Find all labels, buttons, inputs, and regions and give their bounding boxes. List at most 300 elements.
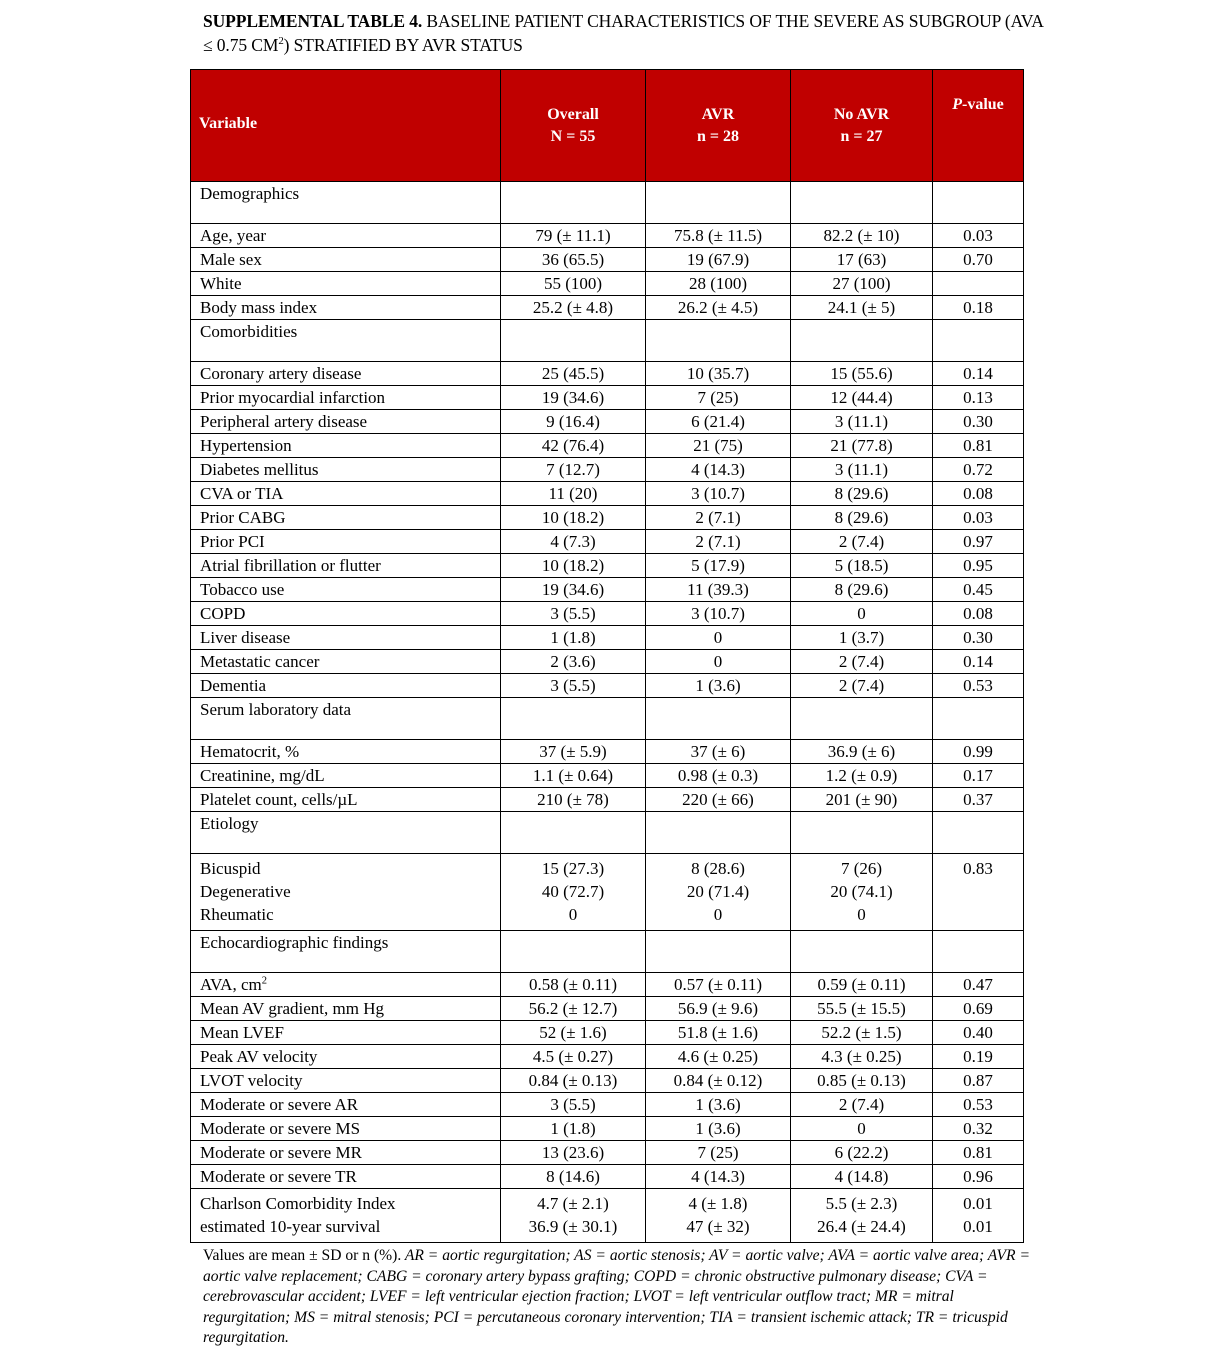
row-label — [191, 530, 501, 554]
cell-avr: 220 (± 66) — [646, 788, 791, 812]
row-label-text: Etiology — [200, 814, 259, 833]
cell-no-avr: 0.85 (± 0.13) — [791, 1069, 933, 1093]
table-row — [191, 434, 1024, 458]
cell-overall: 0.84 (± 0.13) — [501, 1069, 646, 1093]
row-label — [191, 854, 501, 931]
cell-p-value: 0.69 — [933, 997, 1024, 1021]
cell-p-value: 0.13 — [933, 386, 1024, 410]
table-row — [191, 1021, 1024, 1045]
row-label-text: Metastatic cancer — [200, 651, 320, 671]
table-title-superscript: 2 — [278, 35, 284, 48]
table-row — [191, 1093, 1024, 1117]
cell-avr: 4 (14.3) — [646, 1165, 791, 1189]
cell-p-value — [933, 182, 1024, 224]
cell-p-value-line — [939, 903, 1017, 926]
cell-no-avr: 52.2 (± 1.5) — [791, 1021, 933, 1045]
row-label — [191, 973, 501, 997]
cell-overall: 42 (76.4) — [501, 434, 646, 458]
cell-no-avr: 2 (7.4) — [791, 530, 933, 554]
row-label-text: CVA or TIA — [200, 483, 284, 503]
table-row — [191, 248, 1024, 272]
row-label-text: Creatinine, mg/dL — [200, 765, 325, 785]
cell-p-value: 0.47 — [933, 973, 1024, 997]
row-label — [191, 578, 501, 602]
cell-overall: 52 (± 1.6) — [501, 1021, 646, 1045]
row-label-text: Hypertension — [200, 435, 292, 455]
table-body — [191, 182, 1024, 1243]
cell-avr: 5 (17.9) — [646, 554, 791, 578]
cell-avr: 1 (3.6) — [646, 1117, 791, 1141]
table-row — [191, 1045, 1024, 1069]
row-label-text: Hematocrit, % — [200, 741, 300, 761]
row-label-text: Peak AV velocity — [200, 1046, 318, 1066]
table-row — [191, 482, 1024, 506]
table-row — [191, 530, 1024, 554]
cell-overall-line: 15 (27.3) — [541, 859, 605, 878]
cell-avr: 19 (67.9) — [646, 248, 791, 272]
cell-no-avr: 15 (55.6) — [791, 362, 933, 386]
cell-p-value: 0.14 — [933, 362, 1024, 386]
cell-overall: 10 (18.2) — [501, 506, 646, 530]
row-label-text: Prior myocardial infarction — [200, 387, 386, 407]
cell-p-value: 0.87 — [933, 1069, 1024, 1093]
cell-avr — [646, 931, 791, 973]
row-label-line: Bicuspid — [200, 859, 261, 878]
cell-avr: 75.8 (± 11.5) — [646, 224, 791, 248]
cell-avr: 28 (100) — [646, 272, 791, 296]
table-row — [191, 506, 1024, 530]
cell-overall: 4.5 (± 0.27) — [501, 1045, 646, 1069]
cell-no-avr: 8 (29.6) — [791, 482, 933, 506]
cell-overall: 55 (100) — [501, 272, 646, 296]
row-label-text: Moderate or severe MR — [200, 1142, 362, 1162]
cell-avr: 0.57 (± 0.11) — [646, 973, 791, 997]
row-label-text: COPD — [200, 603, 246, 623]
cell-overall: 8 (14.6) — [501, 1165, 646, 1189]
cell-avr: 6 (21.4) — [646, 410, 791, 434]
row-label-text: AVA, cm — [200, 974, 262, 994]
cell-overall — [501, 931, 646, 973]
cell-p-value: 0.95 — [933, 554, 1024, 578]
cell-avr: 4 (14.3) — [646, 458, 791, 482]
cell-avr: 10 (35.7) — [646, 362, 791, 386]
cell-no-avr: 3 (11.1) — [791, 410, 933, 434]
cell-p-value-line: 0.01 — [963, 1217, 993, 1236]
row-label-text: Prior PCI — [200, 531, 265, 551]
row-label — [191, 764, 501, 788]
row-label — [191, 1069, 501, 1093]
cell-overall: 1.1 (± 0.64) — [501, 764, 646, 788]
cell-overall: 7 (12.7) — [501, 458, 646, 482]
row-label-line: Charlson Comorbidity Index — [200, 1194, 396, 1213]
table-row — [191, 650, 1024, 674]
column-header-overall-count: N = 55 — [550, 127, 596, 145]
cell-p-value-line — [939, 880, 1017, 903]
cell-no-avr-line: 20 (74.1) — [830, 882, 893, 901]
cell-p-value: 0.97 — [933, 530, 1024, 554]
cell-no-avr: 2 (7.4) — [791, 674, 933, 698]
cell-avr — [646, 812, 791, 854]
cell-overall-line: 36.9 (± 30.1) — [528, 1217, 618, 1236]
cell-no-avr: 27 (100) — [791, 272, 933, 296]
row-label — [191, 1021, 501, 1045]
row-label — [191, 386, 501, 410]
row-label — [191, 1165, 501, 1189]
cell-no-avr: 24.1 (± 5) — [791, 296, 933, 320]
cell-avr: 7 (25) — [646, 386, 791, 410]
column-header-no-avr-count: n = 27 — [840, 127, 883, 145]
cell-p-value-line: 0.83 — [963, 859, 993, 878]
cell-avr — [646, 854, 791, 931]
cell-avr: 21 (75) — [646, 434, 791, 458]
row-label — [191, 554, 501, 578]
cell-no-avr — [791, 182, 933, 224]
table-title-label: SUPPLEMENTAL TABLE 4. — [203, 11, 423, 31]
cell-no-avr: 0 — [791, 602, 933, 626]
cell-p-value: 0.45 — [933, 578, 1024, 602]
row-label-line: estimated 10-year survival — [200, 1217, 381, 1236]
cell-avr: 51.8 (± 1.6) — [646, 1021, 791, 1045]
column-header-no-avr — [791, 70, 933, 182]
table-section-row — [191, 182, 1024, 224]
cell-p-value: 0.18 — [933, 296, 1024, 320]
table-row — [191, 1069, 1024, 1093]
row-label — [191, 1141, 501, 1165]
table-header — [191, 70, 1024, 182]
cell-overall: 9 (16.4) — [501, 410, 646, 434]
baseline-characteristics-table — [190, 69, 1024, 1243]
row-label-text: Moderate or severe MS — [200, 1118, 361, 1138]
table-row — [191, 1165, 1024, 1189]
row-label-text: Prior CABG — [200, 507, 286, 527]
cell-avr: 3 (10.7) — [646, 602, 791, 626]
row-label-text: Moderate or severe AR — [200, 1094, 359, 1114]
row-label-text: Atrial fibrillation or flutter — [200, 555, 381, 575]
cell-no-avr: 12 (44.4) — [791, 386, 933, 410]
table-row-grouped — [191, 1189, 1024, 1243]
cell-p-value: 0.03 — [933, 506, 1024, 530]
row-label — [191, 1045, 501, 1069]
cell-p-value: 0.03 — [933, 224, 1024, 248]
row-label — [191, 674, 501, 698]
table-row — [191, 458, 1024, 482]
table-row — [191, 362, 1024, 386]
row-label-text: White — [200, 273, 242, 293]
row-label-text: Coronary artery disease — [200, 363, 362, 383]
table-footnote — [203, 1246, 1041, 1349]
column-header-overall — [501, 70, 646, 182]
row-label-text: Male sex — [200, 249, 262, 269]
cell-p-value: 0.70 — [933, 248, 1024, 272]
cell-overall: 3 (5.5) — [501, 1093, 646, 1117]
cell-no-avr: 8 (29.6) — [791, 506, 933, 530]
cell-p-value: 0.30 — [933, 626, 1024, 650]
cell-no-avr: 21 (77.8) — [791, 434, 933, 458]
cell-avr: 1 (3.6) — [646, 1093, 791, 1117]
cell-avr: 1 (3.6) — [646, 674, 791, 698]
cell-no-avr: 0 — [791, 1117, 933, 1141]
column-header-avr-title: AVR — [701, 105, 735, 123]
row-label-text: Demographics — [200, 184, 300, 203]
cell-avr: 11 (39.3) — [646, 578, 791, 602]
cell-overall: 11 (20) — [501, 482, 646, 506]
cell-p-value: 0.37 — [933, 788, 1024, 812]
table-row — [191, 1141, 1024, 1165]
section-label — [191, 812, 501, 854]
p-value-suffix: -value — [962, 95, 1004, 113]
row-label-text: Moderate or severe TR — [200, 1166, 357, 1186]
table-row — [191, 386, 1024, 410]
cell-overall: 79 (± 11.1) — [501, 224, 646, 248]
row-label-text: Platelet count, cells/µL — [200, 789, 358, 809]
cell-overall: 2 (3.6) — [501, 650, 646, 674]
cell-p-value — [933, 854, 1024, 931]
cell-p-value: 0.81 — [933, 1141, 1024, 1165]
cell-overall: 25 (45.5) — [501, 362, 646, 386]
row-label-text: Serum laboratory data — [200, 700, 352, 719]
column-header-variable: Variable — [191, 70, 501, 182]
row-label — [191, 248, 501, 272]
cell-p-value: 0.17 — [933, 764, 1024, 788]
cell-avr: 26.2 (± 4.5) — [646, 296, 791, 320]
cell-overall-line: 0 — [568, 905, 578, 924]
cell-no-avr-line: 5.5 (± 2.3) — [825, 1194, 898, 1213]
cell-no-avr: 6 (22.2) — [791, 1141, 933, 1165]
cell-no-avr: 1 (3.7) — [791, 626, 933, 650]
cell-p-value — [933, 320, 1024, 362]
table-row — [191, 626, 1024, 650]
row-label-text: Peripheral artery disease — [200, 411, 368, 431]
cell-p-value-line: 0.01 — [963, 1194, 993, 1213]
cell-overall: 3 (5.5) — [501, 602, 646, 626]
cell-no-avr — [791, 1189, 933, 1243]
cell-p-value: 0.53 — [933, 1093, 1024, 1117]
table-title-tail: ) STRATIFIED BY AVR STATUS — [283, 35, 523, 55]
cell-no-avr: 8 (29.6) — [791, 578, 933, 602]
row-label-line: Rheumatic — [200, 905, 274, 924]
cell-overall: 10 (18.2) — [501, 554, 646, 578]
cell-no-avr: 1.2 (± 0.9) — [791, 764, 933, 788]
cell-overall: 210 (± 78) — [501, 788, 646, 812]
table-row — [191, 554, 1024, 578]
row-label-text: Mean LVEF — [200, 1022, 284, 1042]
cell-p-value: 0.53 — [933, 674, 1024, 698]
cell-overall: 19 (34.6) — [501, 386, 646, 410]
cell-p-value: 0.30 — [933, 410, 1024, 434]
cell-no-avr: 4 (14.8) — [791, 1165, 933, 1189]
row-label — [191, 1093, 501, 1117]
cell-overall: 3 (5.5) — [501, 674, 646, 698]
cell-no-avr: 55.5 (± 15.5) — [791, 997, 933, 1021]
table-section-row — [191, 320, 1024, 362]
row-label — [191, 1189, 501, 1243]
cell-overall: 1 (1.8) — [501, 626, 646, 650]
cell-overall — [501, 182, 646, 224]
table-row — [191, 788, 1024, 812]
cell-p-value — [933, 812, 1024, 854]
row-label-text: Dementia — [200, 675, 267, 695]
row-label-text: Body mass index — [200, 297, 318, 317]
row-label — [191, 997, 501, 1021]
cell-p-value: 0.81 — [933, 434, 1024, 458]
cell-overall: 36 (65.5) — [501, 248, 646, 272]
p-value-symbol: P — [952, 95, 962, 113]
row-label — [191, 602, 501, 626]
cell-avr-line: 0 — [713, 905, 723, 924]
cell-p-value: 0.32 — [933, 1117, 1024, 1141]
table-title — [203, 9, 1043, 57]
cell-avr: 7 (25) — [646, 1141, 791, 1165]
cell-no-avr — [791, 854, 933, 931]
cell-p-value — [933, 698, 1024, 740]
table-row — [191, 674, 1024, 698]
row-label — [191, 224, 501, 248]
table-row — [191, 272, 1024, 296]
section-label — [191, 320, 501, 362]
cell-avr: 0 — [646, 626, 791, 650]
row-label-text: Age, year — [200, 225, 267, 245]
cell-avr — [646, 1189, 791, 1243]
row-label-text: Tobacco use — [200, 579, 285, 599]
cell-p-value: 0.08 — [933, 482, 1024, 506]
cell-overall: 4 (7.3) — [501, 530, 646, 554]
cell-p-value: 0.96 — [933, 1165, 1024, 1189]
table-section-row — [191, 698, 1024, 740]
cell-overall — [501, 320, 646, 362]
cell-no-avr: 82.2 (± 10) — [791, 224, 933, 248]
cell-overall: 25.2 (± 4.8) — [501, 296, 646, 320]
cell-p-value — [933, 931, 1024, 973]
table-row — [191, 410, 1024, 434]
cell-no-avr: 2 (7.4) — [791, 650, 933, 674]
section-label — [191, 931, 501, 973]
cell-no-avr — [791, 812, 933, 854]
table-row — [191, 764, 1024, 788]
cell-p-value: 0.14 — [933, 650, 1024, 674]
cell-overall: 19 (34.6) — [501, 578, 646, 602]
cell-overall-line: 40 (72.7) — [541, 882, 605, 901]
cell-p-value: 0.19 — [933, 1045, 1024, 1069]
cell-avr-line: 47 (± 32) — [686, 1217, 750, 1236]
row-label-text: LVOT velocity — [200, 1070, 303, 1090]
cell-no-avr: 2 (7.4) — [791, 1093, 933, 1117]
row-label — [191, 410, 501, 434]
table-row — [191, 224, 1024, 248]
column-header-avr — [646, 70, 791, 182]
cell-overall: 0.58 (± 0.11) — [501, 973, 646, 997]
footnote-values-note: Values are mean ± SD or n (%). — [203, 1247, 402, 1264]
cell-no-avr-line: 7 (26) — [840, 859, 883, 878]
table-row — [191, 578, 1024, 602]
cell-avr: 3 (10.7) — [646, 482, 791, 506]
cell-overall: 13 (23.6) — [501, 1141, 646, 1165]
cell-no-avr: 4.3 (± 0.25) — [791, 1045, 933, 1069]
footnote-abbreviations: AR = aortic regurgitation; AS = aortic stenosis; AV = aortic valve; AVA = aortic valve area; AVR = aortic valve replacement; CABG = coronary artery bypass grafting; COPD = chronic obstructive pulmonary disease; CVA = cerebrovascular accident; LVEF = left ventricular ejection fraction; LVOT = left ventricular outflow tract; MR = mitral regurgitation; MS = mitral stenosis; PCI = percutaneous coronary intervention; TIA = transient ischemic attack; TR = tricuspid regurgitation. — [203, 1247, 1030, 1346]
row-label — [191, 482, 501, 506]
cell-overall — [501, 698, 646, 740]
cell-p-value — [933, 272, 1024, 296]
row-label — [191, 272, 501, 296]
table-row — [191, 740, 1024, 764]
table-section-row — [191, 931, 1024, 973]
row-label-text: Diabetes mellitus — [200, 459, 319, 479]
column-header-avr-count: n = 28 — [696, 127, 739, 145]
cell-avr — [646, 182, 791, 224]
cell-no-avr-line: 26.4 (± 24.4) — [817, 1217, 906, 1236]
cell-p-value: 0.40 — [933, 1021, 1024, 1045]
table-row — [191, 997, 1024, 1021]
cell-avr: 37 (± 6) — [646, 740, 791, 764]
row-label — [191, 788, 501, 812]
row-label — [191, 626, 501, 650]
row-label — [191, 458, 501, 482]
row-label-superscript: 2 — [261, 974, 267, 986]
row-label — [191, 434, 501, 458]
section-label — [191, 182, 501, 224]
cell-no-avr — [791, 320, 933, 362]
cell-avr: 0 — [646, 650, 791, 674]
cell-no-avr — [791, 931, 933, 973]
row-label — [191, 740, 501, 764]
cell-no-avr-line: 0 — [857, 905, 866, 924]
cell-avr: 4.6 (± 0.25) — [646, 1045, 791, 1069]
cell-avr: 2 (7.1) — [646, 506, 791, 530]
column-header-no-avr-title: No AVR — [833, 105, 890, 123]
row-label-text: Mean AV gradient, mm Hg — [200, 998, 384, 1018]
cell-no-avr: 5 (18.5) — [791, 554, 933, 578]
cell-avr-line: 8 (28.6) — [691, 859, 745, 878]
column-header-overall-title: Overall — [547, 105, 599, 123]
cell-avr-line: 20 (71.4) — [686, 882, 750, 901]
cell-avr — [646, 320, 791, 362]
table-section-row — [191, 812, 1024, 854]
cell-overall: 37 (± 5.9) — [501, 740, 646, 764]
row-label — [191, 362, 501, 386]
row-label-line: Degenerative — [200, 882, 291, 901]
cell-overall — [501, 812, 646, 854]
cell-no-avr: 3 (11.1) — [791, 458, 933, 482]
cell-avr-line: 4 (± 1.8) — [688, 1194, 748, 1213]
table-row — [191, 296, 1024, 320]
table-row — [191, 602, 1024, 626]
cell-overall: 56.2 (± 12.7) — [501, 997, 646, 1021]
table-header-row — [191, 70, 1024, 182]
section-label — [191, 698, 501, 740]
row-label-text: Comorbidities — [200, 322, 298, 341]
cell-no-avr — [791, 698, 933, 740]
cell-avr: 0.84 (± 0.12) — [646, 1069, 791, 1093]
row-label — [191, 296, 501, 320]
column-header-p-value — [933, 70, 1024, 182]
cell-no-avr: 0.59 (± 0.11) — [791, 973, 933, 997]
table-row — [191, 973, 1024, 997]
table-row — [191, 1117, 1024, 1141]
cell-p-value: 0.99 — [933, 740, 1024, 764]
row-label — [191, 650, 501, 674]
row-label-text: Liver disease — [200, 627, 291, 647]
cell-overall-line: 4.7 (± 2.1) — [537, 1194, 609, 1213]
cell-overall — [501, 1189, 646, 1243]
cell-p-value — [933, 1189, 1024, 1243]
cell-avr: 0.98 (± 0.3) — [646, 764, 791, 788]
cell-avr: 2 (7.1) — [646, 530, 791, 554]
table-title-text: BASELINE PATIENT CHARACTERISTICS OF THE SEVERE AS SUBGROUP (AVA ≤ 0.75 CM — [203, 11, 1043, 55]
cell-overall — [501, 854, 646, 931]
cell-p-value: 0.72 — [933, 458, 1024, 482]
cell-no-avr: 201 (± 90) — [791, 788, 933, 812]
row-label — [191, 506, 501, 530]
row-label — [191, 1117, 501, 1141]
